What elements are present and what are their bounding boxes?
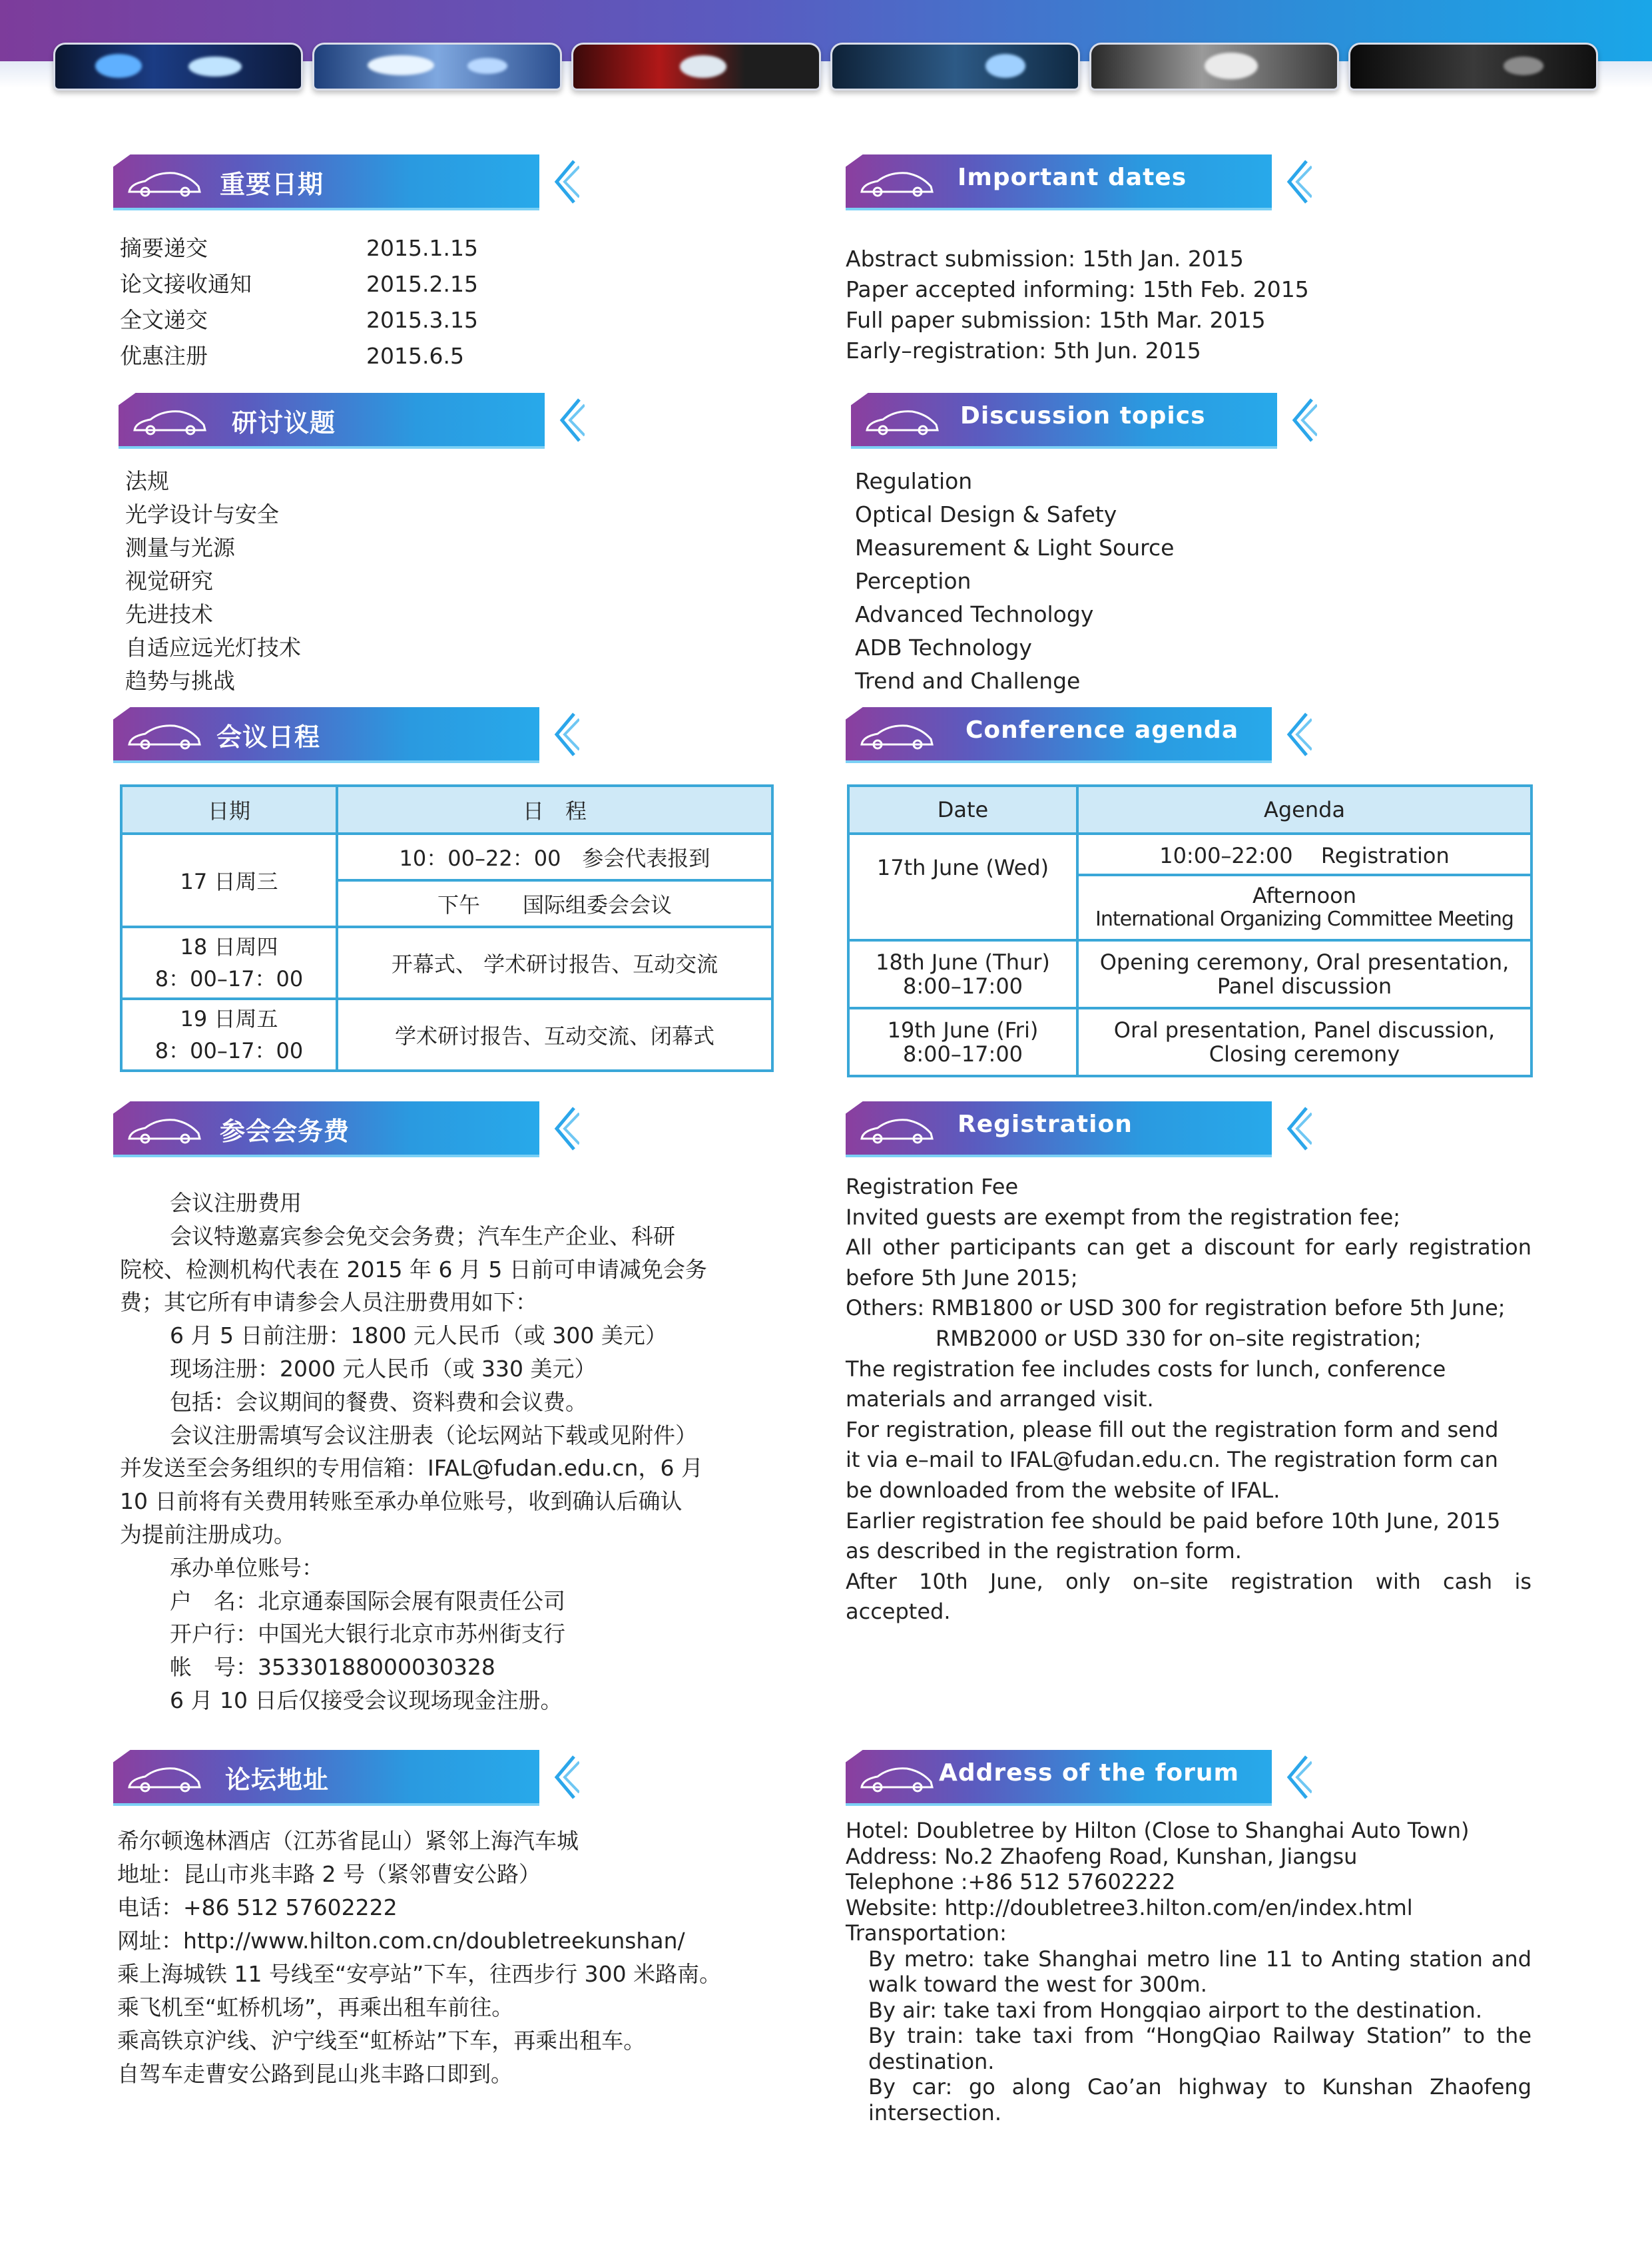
headlight-thumbnail-6 [1348,43,1598,91]
text-line: 会议注册费用 [170,1190,302,1216]
table-cell-date: 18th June (Thur) 8:00–17:00 [848,940,1077,1008]
text-line: 院校、检测机构代表在 2015 年 6 月 5 日前可申请减免会务 [120,1256,707,1282]
topic-item: Advanced Technology [855,601,1094,627]
text-line: 6 月 5 日前注册：1800 元人民币（或 300 美元） [170,1322,667,1349]
text-line: 会议特邀嘉宾参会免交会务费；汽车生产企业、科研 [170,1223,675,1249]
date-row: 论文接收通知 2015.2.15 [120,271,478,297]
table-cell-date: 18 日周四 8：00–17：00 [121,927,337,999]
section-title: Important dates [958,164,1187,191]
text-line: 户 名：北京通泰国际会展有限责任公司 [170,1587,565,1614]
topic-item: 自适应远光灯技术 [125,635,301,661]
section-header-topics-en [851,393,1330,453]
text-line: 乘上海城铁 11 号线至“安亭站”下车，往西步行 300 米路南。 [117,1961,722,1987]
headlight-thumbnail-2 [312,43,562,91]
table-cell-date: 19th June (Fri) 8:00–17:00 [848,1008,1077,1076]
text-line: 地址：昆山市兆丰路 2 号（紧邻曹安公路） [117,1861,541,1887]
text-line: 自驾车走曹安公路到昆山兆丰路口即到。 [117,2061,513,2087]
table-cell-agenda: Opening ceremony, Oral presentation, Panel discussion [1077,940,1531,1008]
text-line: 承办单位账号： [170,1554,324,1581]
topic-item: 先进技术 [125,601,213,627]
date-line: Early–registration: 5th Jun. 2015 [846,338,1201,364]
section-header-dates-cn [113,154,593,214]
text-line: destination. [868,2048,995,2074]
topic-item: Optical Design & Safety [855,501,1117,527]
car-icon [858,1113,936,1145]
date-line: Abstract submission: 15th Jan. 2015 [846,246,1244,272]
text-line: 包括：会议期间的餐费、资料费和会议费。 [170,1388,587,1415]
section-title: 论坛地址 [225,1765,330,1795]
table-cell-agenda: 开幕式、 学术研讨报告、互动交流 [337,927,772,999]
topic-item: 法规 [125,468,169,494]
fee-text-cn [120,1187,766,1717]
text-line: before 5th June 2015; [846,1264,1078,1290]
section-header-agenda-en [846,707,1325,767]
text-line: 乘飞机至“虹桥机场”，再乘出租车前往。 [117,1994,514,2020]
fee-text-en [846,1172,1531,1627]
text-line: 为提前注册成功。 [120,1521,296,1547]
table-cell-agenda: 学术研讨报告、互动交流、闭幕式 [337,999,772,1071]
topic-item: Measurement & Light Source [855,535,1175,561]
chevron-icon [1285,1754,1312,1801]
topic-item: 视觉研究 [125,568,213,594]
headlight-thumbnails [53,43,1598,87]
text-line: walk toward the west for 300m. [868,1972,1207,1997]
text-line: By air: take taxi from Hongqiao airport to the destination. [868,1997,1482,2023]
section-title: 参会会务费 [220,1117,350,1146]
text-line: Telephone :+86 512 57602222 [846,1869,1176,1894]
chevron-icon [1290,397,1317,443]
address-text-cn [117,1824,823,2091]
section-title: 重要日期 [220,170,324,199]
table-cell-agenda: 下午 国际组委会会议 [337,880,772,927]
text-line: 并发送至会务组织的专用信箱：IFAL@fudan.edu.cn，6 月 [120,1455,703,1482]
topics-list-en [855,465,1174,698]
text-line: Earlier registration fee should be paid before 10th June, 2015 [846,1508,1501,1534]
chevron-icon [553,711,579,758]
table-cell-agenda: 10:00–22:00 Registration [1077,834,1531,875]
date-line: Full paper submission: 15th Mar. 2015 [846,307,1266,333]
chevron-icon [1285,158,1312,205]
text-line: as described in the registration form. [846,1538,1242,1564]
table-cell-agenda: 10：00–22：00 参会代表报到 [337,834,772,880]
table-cell-agenda: Oral presentation, Panel discussion, Closing ceremony [1077,1008,1531,1076]
headlight-thumbnail-1 [53,43,303,91]
date-line: Paper accepted informing: 15th Feb. 2015 [846,276,1309,302]
text-line: For registration, please fill out the registration form and send [846,1416,1499,1442]
chevron-icon [553,1754,579,1801]
car-icon [125,719,204,751]
text-line: 开户行：中国光大银行北京市苏州街支行 [170,1621,565,1647]
topic-item: Perception [855,568,971,594]
text-line: it via e–mail to IFAL@fudan.edu.cn. The registration form can [846,1447,1498,1473]
section-header-fee-en [846,1101,1325,1161]
text-line: Hotel: Doubletree by Hilton (Close to Shanghai Auto Town) [846,1818,1470,1843]
text-line: accepted. [846,1599,951,1625]
table-header-date: Date [848,786,1077,834]
section-header-dates-en [846,154,1325,214]
text-line: All other participants can get a discount for early registration [846,1235,1531,1261]
section-title: Conference agenda [965,716,1239,744]
table-cell-date: 17th June (Wed) [848,834,1077,940]
table-cell-date: 19 日周五 8：00–17：00 [121,999,337,1071]
table-cell-agenda: Afternoon International Organizing Committee Meeting [1077,875,1531,940]
text-line: 乘高铁京沪线、沪宁线至“虹桥站”下车，再乘出租车。 [117,2028,646,2054]
section-header-address-en [846,1750,1325,1810]
car-icon [863,405,942,437]
text-line: 6 月 10 日后仅接受会议现场现金注册。 [170,1687,563,1713]
car-icon [131,405,209,437]
text-line: By car: go along Cao’an highway to Kunshan Zhaofeng [868,2074,1531,2100]
car-icon [125,1113,204,1145]
section-header-fee-cn [113,1101,593,1161]
table-header-date: 日期 [121,786,337,834]
text-line: 电话：+86 512 57602222 [117,1894,398,1920]
topic-item: Trend and Challenge [855,668,1081,694]
text-line: Website: http://doubletree3.hilton.com/en/index.html [846,1894,1413,1920]
headlight-thumbnail-5 [1089,43,1339,91]
agenda-table-cn [120,784,774,1072]
text-line: 现场注册：2000 元人民币（或 330 美元） [170,1355,597,1382]
topic-item: 光学设计与安全 [125,501,279,527]
car-icon [858,1762,936,1794]
table-cell-date: 17 日周三 [121,834,337,927]
text-line: 会议注册需填写会议注册表（论坛网站下载或见附件） [170,1422,697,1448]
text-line: After 10th June, only on–site registration with cash is [846,1568,1531,1594]
section-title: Discussion topics [960,402,1206,429]
section-title: Address of the forum [939,1759,1239,1787]
date-row: 摘要递交 2015.1.15 [120,235,478,261]
text-line: The registration fee includes costs for lunch, conference [846,1356,1446,1382]
car-icon [125,1762,204,1794]
text-line: Address: No.2 Zhaofeng Road, Kunshan, Jiangsu [846,1843,1358,1869]
address-text-en [846,1818,1531,2125]
text-line: Registration Fee [846,1174,1019,1199]
date-row: 优惠注册 2015.6.5 [120,343,464,369]
section-header-topics-cn [119,393,598,453]
text-line: 帐 号：35330188000030328 [170,1654,495,1681]
headlight-thumbnail-4 [830,43,1080,91]
text-line: 网址：http://www.hilton.com.cn/doubletreekunshan/ [117,1928,685,1954]
car-icon [858,719,936,751]
dates-list-cn [120,233,478,372]
text-line: Transportation: [846,1920,1007,1946]
chevron-icon [553,158,579,205]
text-line: 费；其它所有申请参会人员注册费用如下： [120,1289,537,1316]
car-icon [858,166,936,198]
chevron-icon [553,1105,579,1152]
table-header-agenda: 日 程 [337,786,772,834]
topic-item: 趋势与挑战 [125,668,235,694]
dates-list-en [846,244,1309,366]
topic-item: Regulation [855,468,973,494]
chevron-icon [558,397,585,443]
text-line: 10 日前将有关费用转账至承办单位账号，收到确认后确认 [120,1488,683,1515]
agenda-table-en [847,784,1533,1077]
date-row: 全文递交 2015.3.15 [120,307,478,333]
section-header-address-cn [113,1750,593,1810]
section-title: Registration [958,1111,1133,1138]
car-icon [125,166,204,198]
text-line: Others: RMB1800 or USD 300 for registration before 5th June; [846,1295,1506,1321]
text-line: RMB2000 or USD 330 for on–site registration; [936,1325,1422,1351]
text-line: By metro: take Shanghai metro line 11 to Anting station and [868,1946,1531,1972]
topic-item: 测量与光源 [125,535,235,561]
section-header-agenda-cn [113,707,593,767]
chevron-icon [1285,711,1312,758]
section-title: 研讨议题 [232,408,336,437]
topics-list-cn [125,465,301,698]
text-line: intersection. [868,2100,1001,2125]
headlight-thumbnail-3 [571,43,821,91]
table-header-agenda: Agenda [1077,786,1531,834]
text-line: By train: take taxi from “HongQiao Railway Station” to the [868,2023,1531,2048]
text-line: Invited guests are exempt from the registration fee; [846,1204,1401,1230]
text-line: be downloaded from the website of IFAL. [846,1477,1280,1503]
text-line: materials and arranged visit. [846,1386,1154,1412]
text-line: 希尔顿逸林酒店（江苏省昆山）紧邻上海汽车城 [117,1828,579,1854]
topic-item: ADB Technology [855,635,1032,661]
section-title: 会议日程 [216,722,321,752]
chevron-icon [1285,1105,1312,1152]
